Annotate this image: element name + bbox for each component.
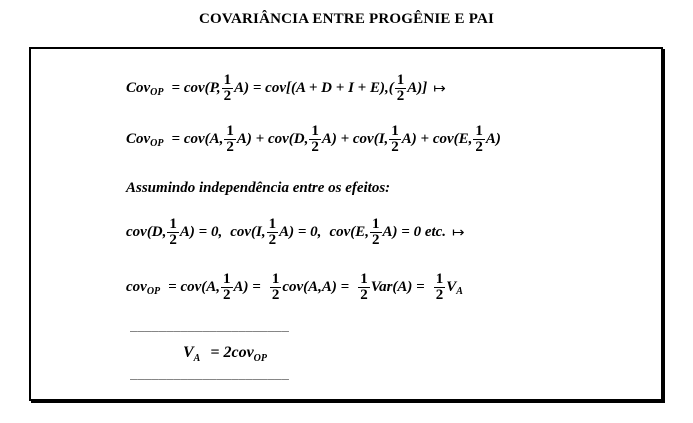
maps-to-icon: ↦ (433, 81, 446, 97)
eq3-term5: cov(E, (329, 224, 370, 240)
half-fraction: $\frac{1}{2}$ (360, 271, 368, 303)
result-equation (183, 344, 267, 362)
eq2-term1: = cov(A, (171, 131, 224, 147)
half-fraction: $\frac{1}{2}$ (396, 72, 405, 104)
eq2-term4: A) + cov(E, (401, 131, 473, 147)
eq1-part3: A)] (407, 80, 428, 96)
eq4-term1: = cov(A, (168, 279, 221, 295)
eq4-lhs: cov (126, 279, 147, 295)
eq4-term5: V (446, 279, 457, 295)
dashed-separator-top: ______________________ (130, 318, 289, 332)
eq2-sub: OP (150, 138, 164, 149)
eq2-lhs: Cov (126, 131, 151, 147)
eq2-term3: A) + cov(I, (321, 131, 389, 147)
eq1-sub: OP (150, 87, 164, 98)
half-fraction: $\frac{1}{2}$ (475, 123, 483, 155)
half-fraction: $\frac{1}{2}$ (169, 216, 177, 248)
result-lhs: V (183, 344, 194, 361)
result-rhs: = 2cov (210, 344, 254, 361)
eq1-part1: = cov(P, (171, 80, 221, 96)
eq3-term6: A) = 0 etc. (382, 224, 447, 240)
eq2-term5: A) (485, 131, 501, 147)
result-lhs-sub: A (193, 353, 201, 364)
eq3-term2: A) = 0, (179, 224, 223, 240)
half-fraction: $\frac{1}{2}$ (311, 123, 319, 155)
eq4-sub: OP (146, 286, 161, 297)
equation-1 (126, 73, 446, 104)
equation-4 (126, 272, 463, 303)
eq4-term5-sub: A (456, 286, 463, 297)
maps-to-icon: ↦ (452, 225, 465, 241)
eq3-term1: cov(D, (126, 224, 167, 240)
page-title: COVARIÂNCIA ENTRE PROGÊNIE E PAI (198, 11, 495, 27)
eq2-term2: A) + cov(D, (236, 131, 309, 147)
eq1-part2: A) = cov[(A + D + I + E),( (234, 80, 394, 96)
half-fraction: $\frac{1}{2}$ (271, 271, 280, 303)
equation-3 (126, 217, 465, 248)
half-fraction: $\frac{1}{2}$ (391, 123, 399, 155)
eq4-term2: A) = (233, 279, 261, 295)
eq3-term3: cov(I, (230, 224, 266, 240)
half-fraction: $\frac{1}{2}$ (372, 216, 380, 248)
dashed-separator-bottom: ______________________ (130, 366, 289, 380)
eq4-term3: cov(A,A) = (282, 279, 350, 295)
eq3-term4: A) = 0, (279, 224, 322, 240)
result-rhs-sub: OP (253, 353, 268, 364)
eq1-lhs: Cov (126, 80, 151, 96)
half-fraction: $\frac{1}{2}$ (226, 123, 234, 155)
eq4-term4: Var(A) = (370, 279, 425, 295)
assumption-text: Assumindo independência entre os efeitos: (126, 180, 391, 196)
half-fraction: $\frac{1}{2}$ (268, 216, 277, 248)
equation-2 (126, 124, 501, 155)
half-fraction: $\frac{1}{2}$ (435, 271, 444, 303)
half-fraction: $\frac{1}{2}$ (223, 271, 231, 303)
half-fraction: $\frac{1}{2}$ (223, 72, 232, 104)
